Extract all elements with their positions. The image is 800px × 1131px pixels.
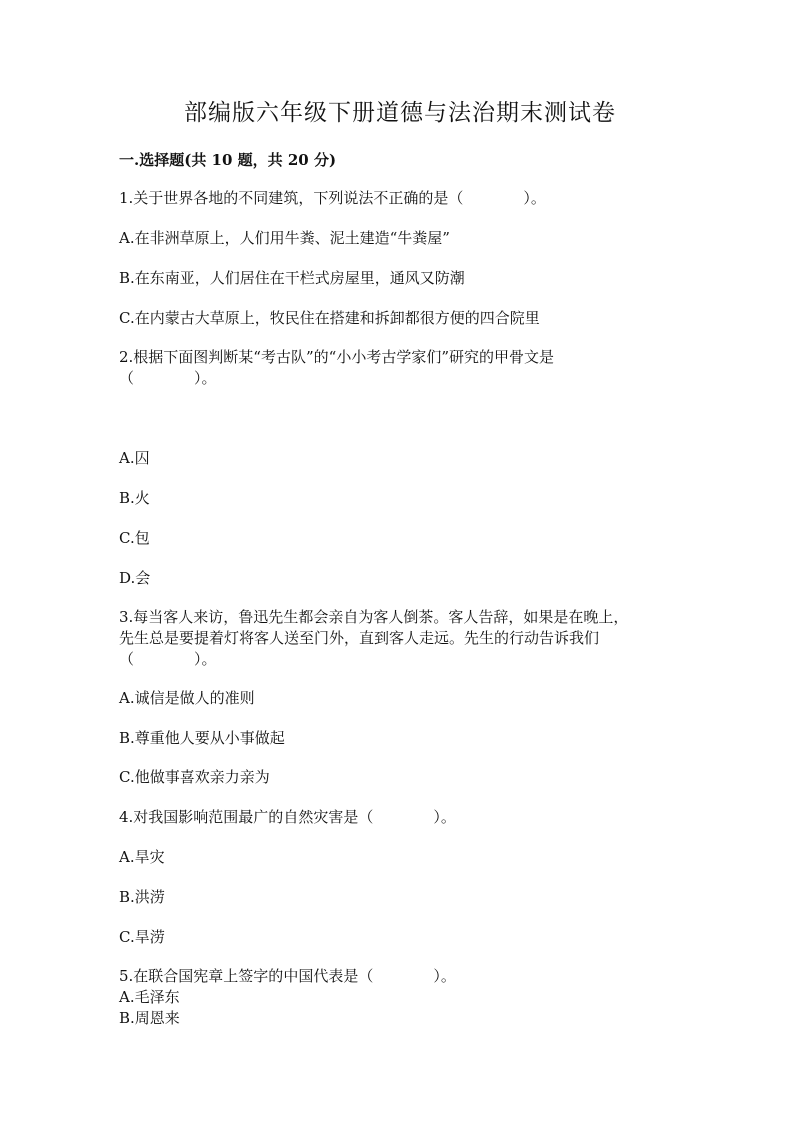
question-2-option-c: C.包 [119, 529, 150, 547]
question-1-option-c: C.在内蒙古大草原上，牧民住在搭建和拆卸都很方便的四合院里 [119, 309, 540, 327]
question-2-option-d: D.会 [119, 569, 151, 587]
section-header: 一.选择题(共 10 题，共 20 分) [119, 151, 337, 169]
question-5-option-b: B.周恩来 [119, 1009, 180, 1027]
question-3-option-b: B.尊重他人要从小事做起 [119, 729, 285, 747]
question-3-option-a: A.诚信是做人的准则 [119, 689, 255, 707]
question-3-option-c: C.他做事喜欢亲力亲为 [119, 768, 270, 786]
question-2-stem-line-2: （ ）。 [119, 369, 217, 387]
question-5-option-a: A.毛泽东 [119, 988, 180, 1006]
question-4-option-a: A.旱灾 [119, 848, 165, 866]
question-4-option-b: B.洪涝 [119, 888, 165, 906]
question-1-stem: 1.关于世界各地的不同建筑，下列说法不正确的是（ ）。 [119, 189, 546, 207]
question-3-stem-line-2: 先生总是要提着灯将客人送至门外，直到客人走远。先生的行动告诉我们 [119, 629, 600, 647]
question-5-stem: 5.在联合国宪章上签字的中国代表是（ ）。 [119, 967, 456, 985]
question-3-stem-line-3: （ ）。 [119, 650, 217, 668]
question-4-stem: 4.对我国影响范围最广的自然灾害是（ ）。 [119, 808, 456, 826]
question-2-option-a: A.囚 [119, 449, 150, 467]
question-3-stem-line-1: 3.每当客人来访，鲁迅先生都会亲自为客人倒茶。客人告辞，如果是在晚上， [119, 608, 629, 626]
question-1-option-b: B.在东南亚，人们居住在干栏式房屋里，通风又防潮 [119, 269, 465, 287]
document-title: 部编版六年级下册道德与法治期末测试卷 [184, 100, 616, 126]
question-2-stem-line-1: 2.根据下面图判断某“考古队”的“小小考古学家们”研究的甲骨文是 [119, 348, 554, 366]
question-4-option-c: C.旱涝 [119, 928, 165, 946]
question-1-option-a: A.在非洲草原上，人们用牛粪、泥土建造“牛粪屋” [119, 229, 450, 247]
question-2-option-b: B.火 [119, 489, 150, 507]
